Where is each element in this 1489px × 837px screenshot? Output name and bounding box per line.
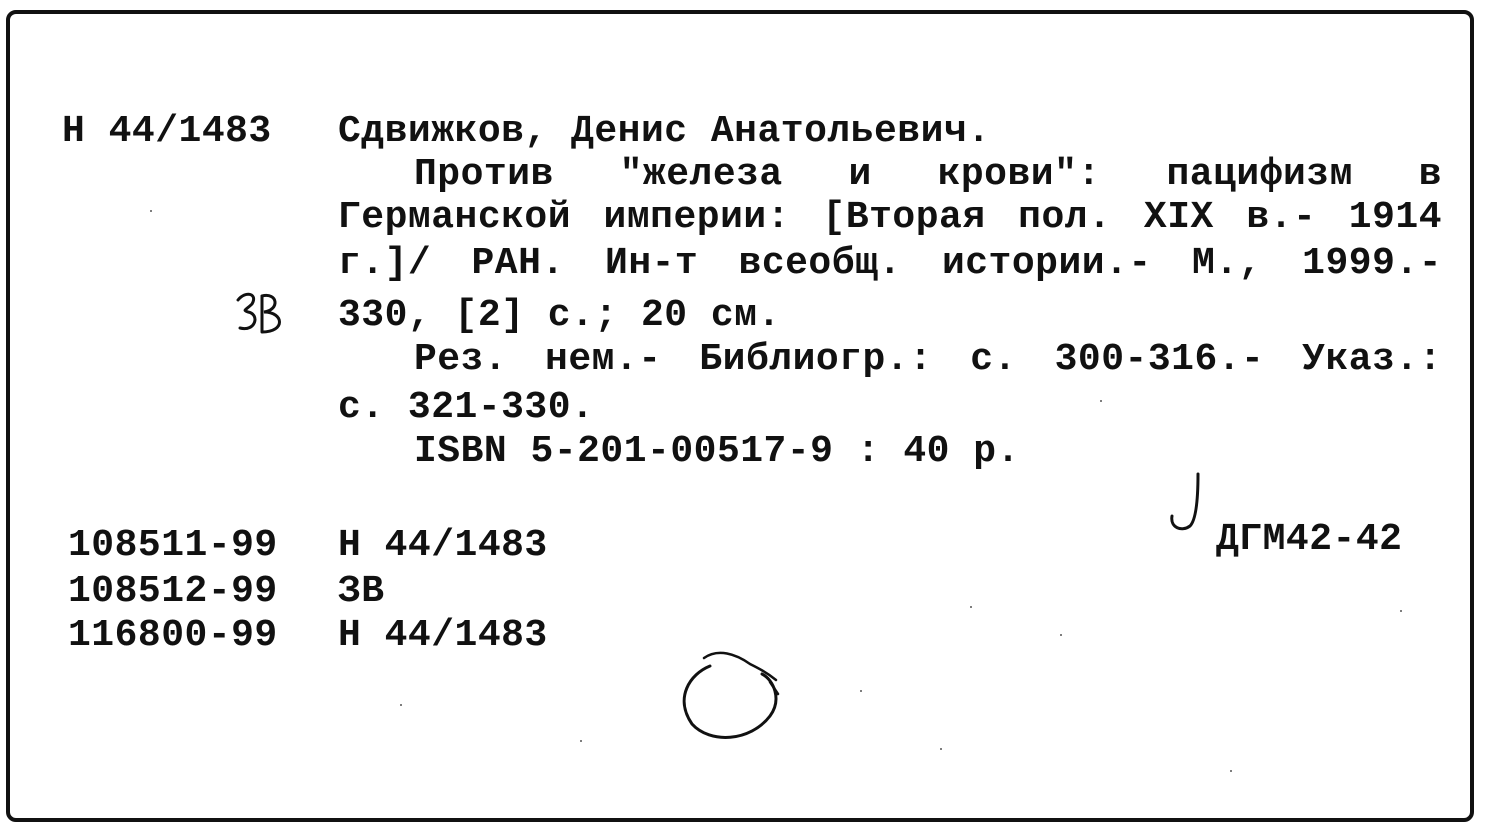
title-line-2: Германской империи: [Вторая пол. XIX в.- 1914 [338, 196, 1442, 239]
title-line-1: Против "железа и крови": пацифизм в [414, 153, 1442, 196]
holding-location-3: Н 44/1483 [338, 614, 548, 657]
isbn-line: ISBN 5-201-00517-9 : 40 р. [414, 430, 1020, 473]
handwritten-zv-icon [232, 288, 296, 342]
holding-location-1: Н 44/1483 [338, 524, 548, 567]
note-line-2: с. 321-330. [338, 386, 595, 429]
holding-inventory-1: 108511-99 [68, 524, 278, 567]
shelfmark: Н 44/1483 [62, 110, 272, 153]
holding-inventory-3: 116800-99 [68, 614, 278, 657]
holding-inventory-2: 108512-99 [68, 570, 278, 613]
punch-hole [670, 646, 786, 746]
title-line-4: 330, [2] с.; 20 см. [338, 294, 781, 337]
handwritten-mark [232, 288, 296, 342]
check-mark [1160, 470, 1220, 540]
note-line-1: Рез. нем.- Библиогр.: с. 300-316.- Указ.: [414, 338, 1442, 381]
holding-location-2: ЗВ [338, 570, 385, 613]
check-mark-icon [1160, 470, 1220, 540]
classification-code: ДГМ42-42 [1216, 518, 1403, 561]
author-heading: Сдвижков, Денис Анатольевич. [338, 110, 991, 153]
title-line-3: г.]/ РАН. Ин-т всеобщ. истории.- М., 1999.- [338, 242, 1442, 285]
punch-hole-icon [670, 646, 786, 746]
